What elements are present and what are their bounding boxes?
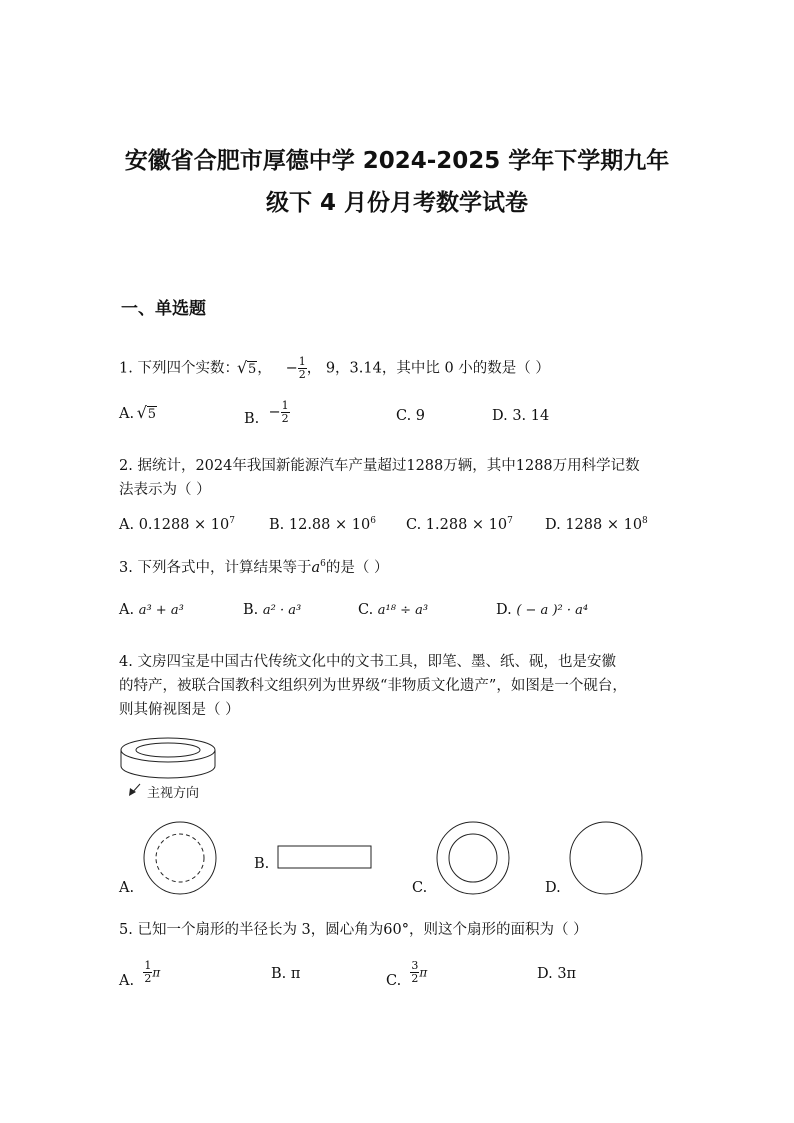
q5-option-d[interactable]: D. 3π — [537, 966, 577, 982]
q4-option-d[interactable]: D. — [545, 880, 561, 896]
q5-option-c[interactable]: C. $\frac{3}{2}$ π — [386, 959, 428, 989]
q1-option-c[interactable]: C. 9 — [396, 408, 426, 424]
q3-option-d[interactable]: D. ( − a )² · a⁴ — [496, 602, 589, 618]
q4-option-c[interactable]: C. — [412, 880, 428, 896]
question-5: 5. 已知一个扇形的半径长为 3，圆心角为60°，则这个扇形的面积为（ ） — [119, 922, 588, 938]
q3-option-a[interactable]: A. a³ + a³ — [119, 602, 184, 618]
question-4-line-3: 则其俯视图是（ ） — [119, 702, 240, 718]
q4-option-c-figure — [435, 820, 511, 896]
q1-option-d[interactable]: D. 3. 14 — [492, 408, 550, 424]
question-2-line-1: 2. 据统计，2024年我国新能源汽车产量超过1288万辆，其中1288万用科学记数 — [119, 458, 640, 474]
q1-option-b[interactable]: B. − $\frac{1}{2}$ — [244, 399, 289, 427]
q2-option-a[interactable]: A. $0.1288 \times 10^7$ — [119, 516, 235, 533]
q3-option-b[interactable]: B. a² · a³ — [243, 602, 302, 618]
q4-option-b-figure — [277, 845, 373, 871]
q2-option-d[interactable]: D. $1288 \times 10^8$ — [545, 516, 648, 533]
q5-option-a[interactable]: A. $\frac{1}{2}$ π — [119, 959, 161, 989]
q2-option-b[interactable]: B. $12.88 \times 10^6$ — [269, 516, 376, 533]
question-1: 1. 下列四个实数：√ 5， − $\frac{1}{2}$ ， 9，3.14，其中比 0 小的数是（ ） — [119, 356, 550, 381]
q3-option-c[interactable]: C. a¹⁸ ÷ a³ — [358, 602, 429, 618]
question-2-line-2: 法表示为（ ） — [119, 482, 211, 498]
q1-fraction: $\frac{1}{2}$ — [298, 355, 306, 381]
question-3: 3. 下列各式中，计算结果等于$a^6$的是（ ） — [119, 559, 389, 576]
q1-text: 1. 下列四个实数： — [119, 360, 239, 377]
q2-option-c[interactable]: C. $1.288 \times 10^7$ — [406, 516, 513, 533]
exam-title-line-2: 级下 4 月份月考数学试卷 — [265, 190, 529, 216]
q1-sqrt: √ 5 — [239, 361, 257, 377]
q5-option-b[interactable]: B. π — [271, 966, 301, 982]
exam-title-line-1: 安徽省合肥市厚德中学 2024-2025 学年下学期九年 — [124, 148, 670, 174]
section-heading: 一、单选题 — [121, 299, 206, 319]
q4-option-a-figure — [142, 820, 218, 896]
q4-option-d-figure — [568, 820, 644, 896]
q4-option-b[interactable]: B. — [254, 856, 270, 872]
question-4-line-1: 4. 文房四宝是中国古代传统文化中的文书工具，即笔、墨、纸、砚，也是安徽 — [119, 654, 616, 670]
view-direction-label: 主视方向 — [147, 786, 200, 801]
q1-option-a[interactable]: A. √ 5 — [119, 406, 157, 422]
q4-option-a[interactable]: A. — [119, 880, 135, 896]
question-4-line-2: 的特产，被联合国教科文组织列为世界级“非物质文化遗产”，如图是一个砚台， — [119, 678, 627, 694]
